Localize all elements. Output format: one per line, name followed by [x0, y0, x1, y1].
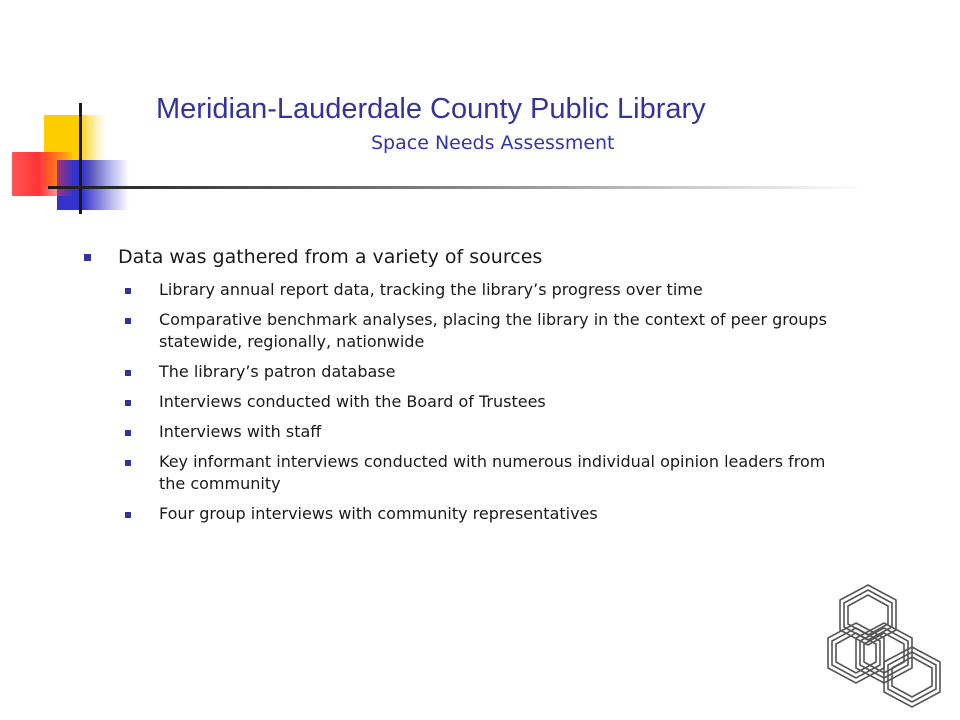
red-square	[12, 152, 72, 196]
sub-bullet-text: Interviews conducted with the Board of Trustees	[159, 392, 546, 411]
sub-bullet-item	[125, 361, 854, 383]
sub-bullet-text: Four group interviews with community representatives	[159, 504, 598, 523]
sub-bullet-item	[125, 309, 854, 353]
sub-bullet-item	[125, 421, 854, 443]
main-bullet-item	[84, 243, 854, 271]
square-bullet-icon	[125, 370, 131, 376]
bullet-content	[84, 243, 854, 533]
sub-bullet-item	[125, 279, 854, 301]
square-bullet-icon	[125, 512, 131, 518]
square-bullet-icon	[125, 460, 131, 466]
sub-bullet-list	[125, 279, 854, 525]
square-bullet-icon	[125, 400, 131, 406]
sub-bullet-item	[125, 391, 854, 413]
square-bullet-icon	[84, 254, 91, 261]
square-bullet-icon	[125, 318, 131, 324]
logo-vertical-line	[79, 103, 82, 214]
sub-bullet-text: The library’s patron database	[159, 362, 396, 381]
square-bullet-icon	[125, 288, 131, 294]
sub-bullet-text: Library annual report data, tracking the library’s progress over time	[159, 280, 703, 299]
slide-title: Meridian-Lauderdale County Public Library	[156, 93, 706, 125]
slide-subtitle: Space Needs Assessment	[371, 132, 615, 154]
sub-bullet-text: Comparative benchmark analyses, placing the library in the context of peer groups statewide, regionally, nationwide	[159, 310, 827, 351]
sub-bullet-item	[125, 503, 854, 525]
hexagon-cluster-emblem-icon	[820, 583, 948, 713]
sub-bullet-item	[125, 451, 854, 495]
main-bullet-text: Data was gathered from a variety of sources	[118, 246, 543, 268]
title-divider-line	[48, 186, 868, 189]
sub-bullet-text: Interviews with staff	[159, 422, 322, 441]
sub-bullet-text: Key informant interviews conducted with numerous individual opinion leaders from the community	[159, 452, 826, 493]
square-bullet-icon	[125, 430, 131, 436]
